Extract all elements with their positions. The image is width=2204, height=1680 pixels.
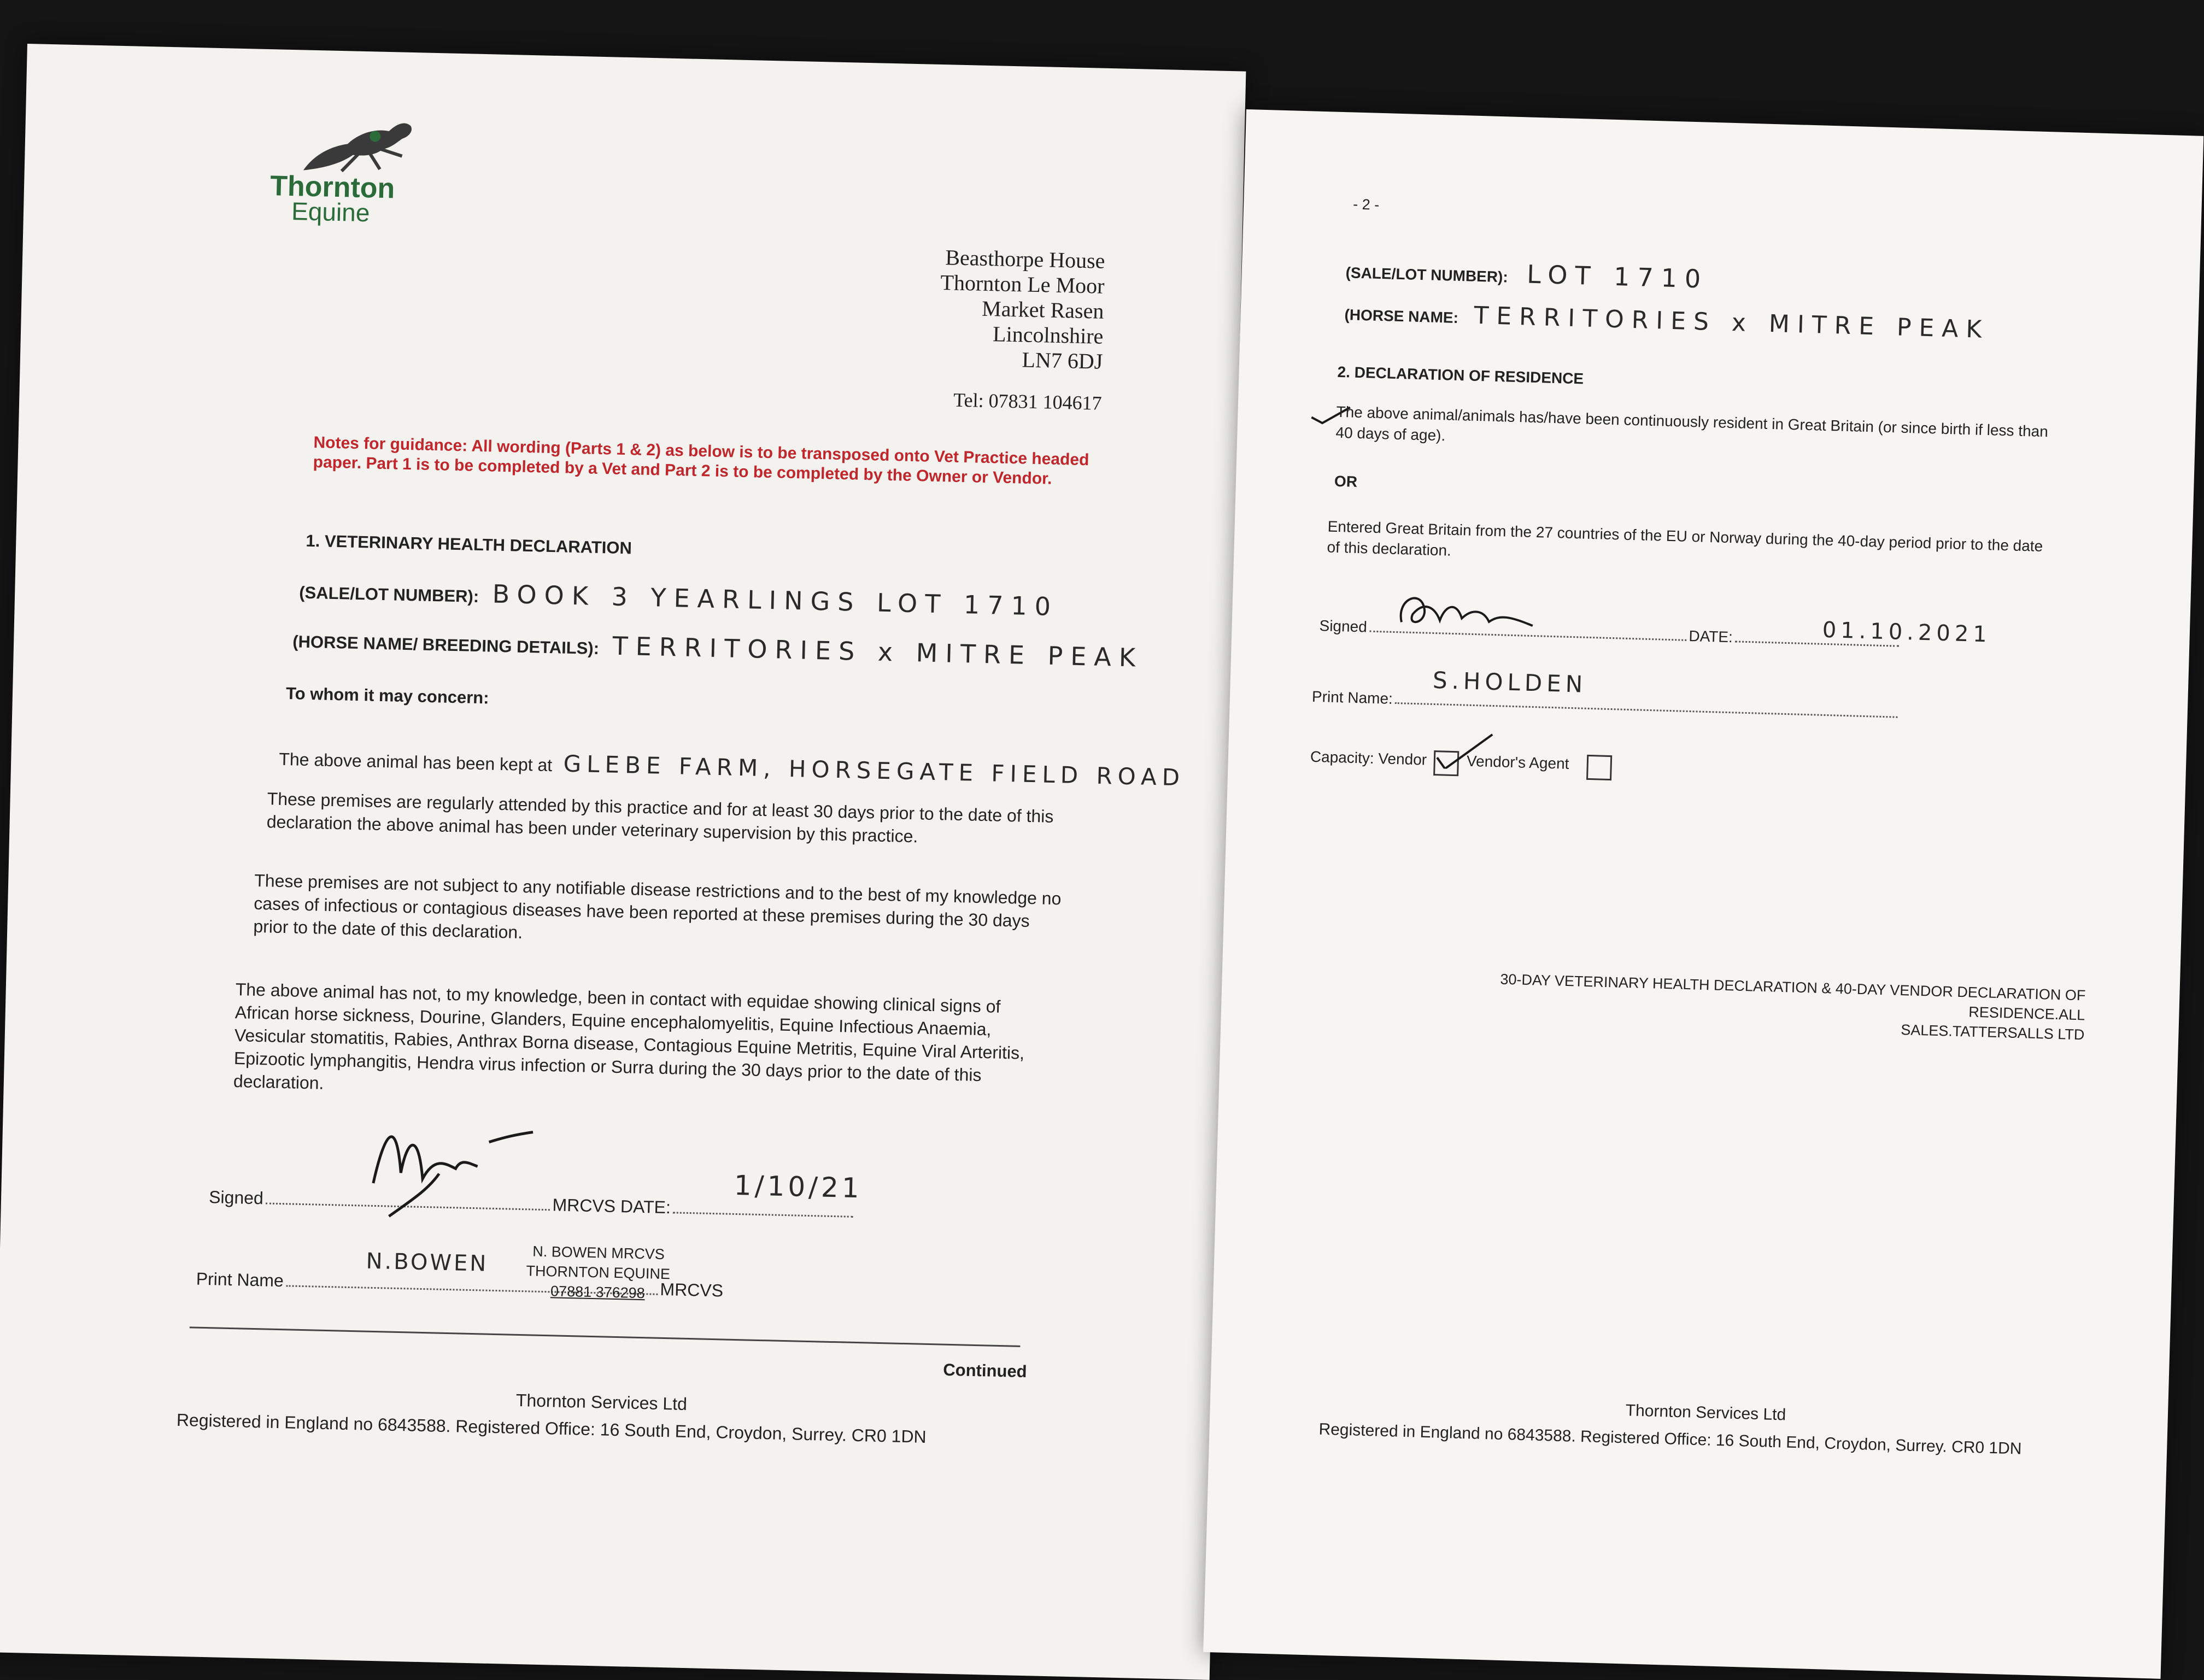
practice-address <box>709 240 1105 374</box>
right-sale-lot-row <box>1345 254 2056 303</box>
stamp-line: THORNTON EQUINE <box>526 1262 671 1283</box>
vet-print-name-handwritten: N.BOWEN <box>366 1248 489 1277</box>
horse-details-handwritten-value: TERRITORIES x MITRE PEAK <box>612 631 1144 673</box>
vendor-handwritten-signature <box>1390 584 1556 643</box>
capacity-row <box>1310 745 1748 784</box>
capacity-vendor-label: Capacity: Vendor <box>1310 748 1427 768</box>
right-horse-name-label: (HORSE NAME: <box>1344 306 1459 326</box>
section-title-residence: 2. DECLARATION OF RESIDENCE <box>1337 363 1584 387</box>
right-horse-name-handwritten-value: TERRITORIES x MITRE PEAK <box>1473 301 1990 344</box>
horse-details-row <box>292 624 1168 673</box>
footer-registration: Registered in England no 6843588. Registered Office: 16 South End, Croydon, Surrey. CR0 1DN <box>176 1409 927 1447</box>
address-line: Beasthorpe House <box>945 245 1106 273</box>
vendor-print-name-handwritten: S.HOLDEN <box>1432 666 1587 698</box>
thornton-equine-logo <box>269 115 436 227</box>
right-horse-name-row <box>1344 298 2110 347</box>
kept-at-handwritten-value: GLEBE FARM, HORSEGATE FIELD ROAD <box>563 750 1186 791</box>
stamp-line: N. BOWEN MRCVS <box>532 1243 665 1263</box>
vendor-print-name-label: Print Name: <box>1311 688 1393 707</box>
footer-company: Thornton Services Ltd <box>515 1390 688 1414</box>
guidance-notes: Notes for guidance: All wording (Parts 1 & 2) as below is to be transposed onto Vet Practice headed paper. Part 1 is to be completed by a Vet and Part 2 is to be completed by the Owner or Vendor. <box>313 433 1089 488</box>
vendor-signed-label: Signed <box>1319 617 1368 636</box>
right-footer-company: Thornton Services Ltd <box>1625 1401 1786 1424</box>
address-line: LN7 6DJ <box>1022 347 1103 374</box>
form-title-line: 30-DAY VETERINARY HEALTH DECLARATION & 40-DAY VENDOR DECLARATION OF RESIDENCE.ALL <box>1500 971 2086 1024</box>
eu-entry-paragraph: Entered Great Britain from the 27 countries of the EU or Norway during the 40-day period prior to the date of this declaration. <box>1327 518 2043 559</box>
footer-divider <box>190 1326 1021 1347</box>
address-line: Thornton Le Moor <box>940 270 1105 298</box>
form-title-footer <box>1417 967 2086 1044</box>
practice-telephone: Tel: 07831 104617 <box>953 389 1103 414</box>
vet-stamp <box>507 1241 689 1304</box>
right-sale-lot-handwritten-value: LOT 1710 <box>1526 259 1709 294</box>
kept-at-row <box>279 744 1209 792</box>
sale-lot-label: (SALE/LOT NUMBER): <box>298 583 479 606</box>
vendor-handwritten-date: 01.10.2021 <box>1822 617 1992 648</box>
signed-label: Signed <box>208 1187 264 1208</box>
checkmark-icon <box>1434 730 1495 770</box>
logo-line-thornton: Thornton <box>269 170 395 205</box>
sale-lot-row <box>299 575 1119 623</box>
kept-at-label: The above animal has been kept at <box>279 749 553 776</box>
or-label: OR <box>1334 472 1358 490</box>
vet-handwritten-signature <box>350 1106 550 1231</box>
print-name-label: Print Name <box>196 1268 284 1291</box>
to-whom-heading: To whom it may concern: <box>285 684 489 708</box>
vet-handwritten-date: 1/10/21 <box>734 1169 863 1205</box>
form-title-line: SALES.TATTERSALLS LTD <box>1900 1021 2085 1043</box>
address-line: Market Rasen <box>981 296 1104 324</box>
vendors-agent-label: Vendor's Agent <box>1466 752 1569 772</box>
disease-restrictions-paragraph: These premises are not subject to any notifiable disease restrictions and to the best of my knowledge no cases of infectious or contagious diseases have been reported at these premises during the 30 days prior to the date of this declaration. <box>253 870 1062 942</box>
equidae-contact-paragraph: The above animal has not, to my knowledge, been in contact with equidae showing clinical signs of African horse sickness, Dourine, Glanders, Equine encephalomyelitis, Equine Infectious Anaemia, Vesicular stomatitis, Rabies, Anthrax Borna disease, Contagious Equine Metritis, Equine Viral Arteritis, Epizootic lymphangitis, Hendra virus infection or Surra during the 30 days prior to the date of this declaration. <box>233 979 1025 1093</box>
residence-paragraph: The above animal/animals has/have been continuously resident in Great Britain (or since birth if less than 40 days of age). <box>1335 403 2049 444</box>
vendors-agent-checkbox[interactable] <box>1586 755 1612 780</box>
mrcvs-date-label: MRCVS DATE: <box>552 1195 671 1218</box>
page-number: - 2 - <box>1352 196 1380 213</box>
horse-details-label: (HORSE NAME/ BREEDING DETAILS): <box>292 632 600 659</box>
logo-line-equine: Equine <box>291 197 370 227</box>
jumping-horse-icon <box>292 115 425 178</box>
continued-label: Continued <box>942 1360 1027 1382</box>
vendor-date-label: DATE: <box>1689 627 1733 646</box>
address-line: Lincolnshire <box>992 321 1104 349</box>
mrcvs-suffix: MRCVS <box>660 1279 724 1301</box>
supervision-paragraph: These premises are regularly attended by this practice and for at least 30 days prior to the date of this declaration the above animal has been under veterinary supervision by this practice. <box>266 789 1054 847</box>
sale-lot-handwritten-value: BOOK 3 YEARLINGS LOT 1710 <box>492 579 1059 622</box>
vendor-checkbox[interactable] <box>1433 750 1459 776</box>
right-footer-registration: Registered in England no 6843588. Registered Office: 16 South End, Croydon, Surrey. CR0 1DN <box>1318 1420 2022 1458</box>
section-title-veterinary: 1. VETERINARY HEALTH DECLARATION <box>306 531 632 558</box>
vendor-print-name-row <box>1311 685 2023 728</box>
stamp-line: 07881 376298 <box>550 1283 646 1302</box>
left-document-page <box>0 44 1246 1680</box>
right-document-page <box>1203 109 2203 1679</box>
right-sale-lot-label: (SALE/LOT NUMBER): <box>1345 264 1509 286</box>
